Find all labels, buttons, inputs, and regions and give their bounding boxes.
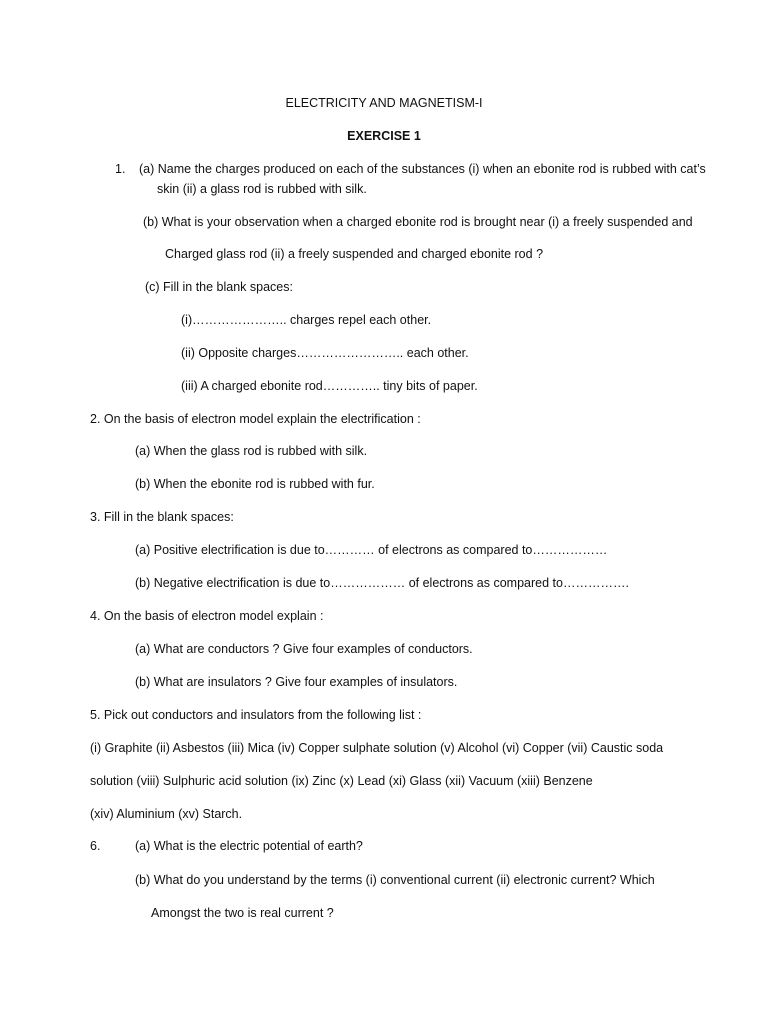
question-1b-line-1: (b) What is your observation when a charged ebonite rod is brought near (i) a freely suspended and [143,215,693,229]
question-1c-ii: (ii) Opposite charges…………………….. each other. [181,346,469,360]
document-title: ELECTRICITY AND MAGNETISM-I [285,96,483,110]
question-6-number: 6. [90,839,101,853]
question-5-list-line-3: (xiv) Aluminium (xv) Starch. [90,807,243,821]
question-2b: (b) When the ebonite rod is rubbed with fur. [135,477,375,491]
question-4a: (a) What are conductors ? Give four examples of conductors. [135,642,473,656]
question-1c-i: (i)………………….. charges repel each other. [181,313,432,327]
question-6a: (a) What is the electric potential of earth? [135,839,363,853]
question-1a-line-1: (a) Name the charges produced on each of the substances (i) when an ebonite rod is rubbed with cat’s [139,162,706,176]
question-5: 5. Pick out conductors and insulators from the following list : [90,708,422,722]
question-1-number: 1. [115,162,126,176]
question-4: 4. On the basis of electron model explain : [90,609,324,623]
question-1c: (c) Fill in the blank spaces: [145,280,293,294]
question-6b-line-2: Amongst the two is real current ? [151,906,334,920]
question-6b-line-1: (b) What do you understand by the terms (i) conventional current (ii) electronic current? Which [135,873,655,887]
exercise-heading: EXERCISE 1 [347,129,421,143]
question-5-list-line-1: (i) Graphite (ii) Asbestos (iii) Mica (iv) Copper sulphate solution (v) Alcohol (vi) Copper (vii) Caustic soda [90,741,664,755]
question-3b: (b) Negative electrification is due to……………… of electrons as compared to……………. [135,576,629,590]
question-3: 3. Fill in the blank spaces: [90,510,234,524]
question-5-list-line-2: solution (viii) Sulphuric acid solution (ix) Zinc (x) Lead (xi) Glass (xii) Vacuum (xiii) Benzene [90,774,593,788]
question-3a: (a) Positive electrification is due to………… of electrons as compared to……………… [135,543,608,557]
question-2a: (a) When the glass rod is rubbed with silk. [135,444,368,458]
question-1a-line-2: skin (ii) a glass rod is rubbed with silk. [157,182,367,196]
question-4b: (b) What are insulators ? Give four examples of insulators. [135,675,458,689]
question-1c-iii: (iii) A charged ebonite rod………….. tiny bits of paper. [181,379,478,393]
question-2: 2. On the basis of electron model explain the electrification : [90,412,421,426]
question-1b-line-2: Charged glass rod (ii) a freely suspended and charged ebonite rod ? [165,247,544,261]
